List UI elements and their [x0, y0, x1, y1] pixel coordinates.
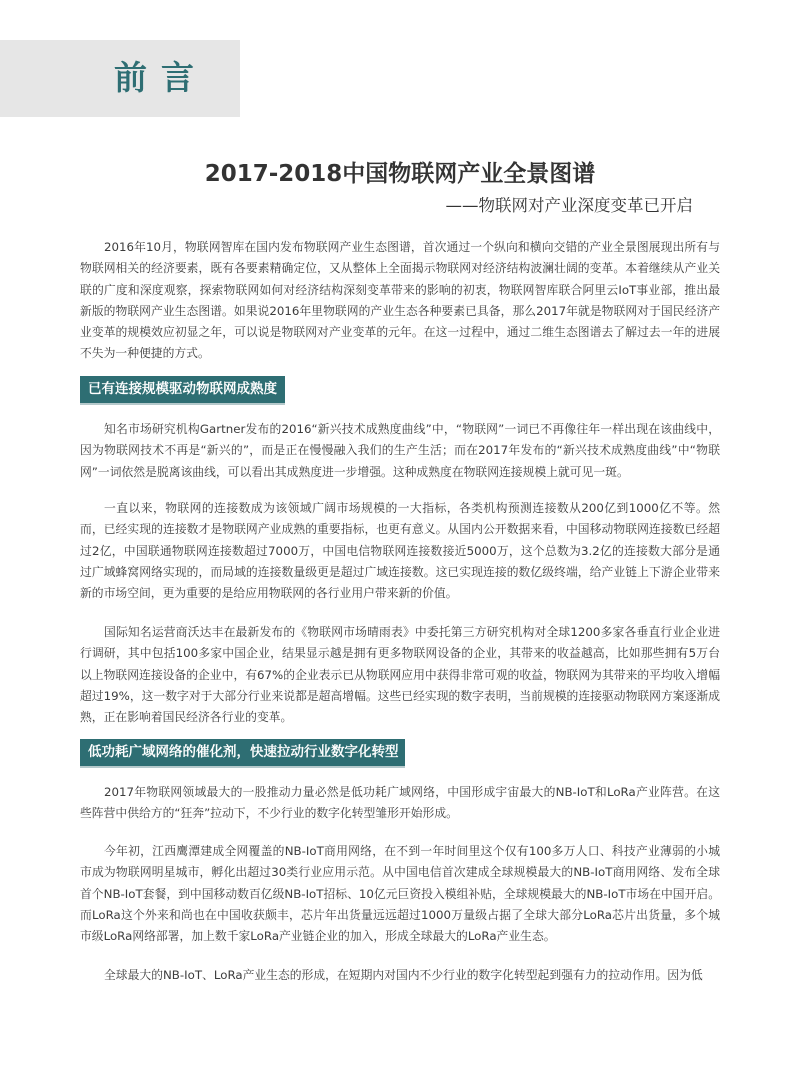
paragraph-connection-count: 一直以来，物联网的连接数成为该领域广阔市场规模的一大指标，各类机构预测连接数从200亿到1000亿不等。然而，已经实现的连接数才是物联网产业成熟的重要指标，也更有意义。从国内公开数据来看，中国移动物联网连接数已经超过2亿，中国联通物联网连接数超过7000万，中国电信物联网连接数接近5000万，这个总数为3.2亿的连接数大部分是通过广域蜂窝网络实现的，而局域的连接数量级更是超过广域连接数。这已实现连接的数亿级终端，给产业链上下游企业带来新的市场空间，更为重要的是给应用物联网的各行业用户带来新的价值。	[80, 501, 720, 601]
paragraph-gartner: 知名市场研究机构Gartner发布的2016“新兴技术成熟度曲线”中，“物联网”一词已不再像往年一样出现在该曲线中，因为物联网技术不再是“新兴的”，而是正在慢慢融入我们的生产生活；而在2017年发布的“新兴技术成熟度曲线”中“物联网”一词依然是脱离该曲线，可以看出其成熟度进一步增强。这种成熟度在物联网连接规模上就可见一斑。	[80, 422, 720, 479]
paragraph-yingtan: 今年初，江西鹰潭建成全网覆盖的NB-IoT商用网络，在不到一年时间里这个仅有100多万人口、科技产业薄弱的小城市成为物联网明星城市，孵化出超过30类行业应用示范。从中国电信首次建成全球规模最大的NB-IoT商用网络、发布全球首个NB-IoT套餐，到中国移动数百亿级NB-IoT招标、10亿元巨资投入模组补贴，全球规模最大的NB-IoT市场在中国开启。而LoRa这个外来和尚也在中国收获颇丰，芯片年出货量远远超过1000万量级占据了全球大部分LoRa芯片出货量，多个城市级LoRa网络部署，加上数千家LoRa产业链企业的加入，形成全球最大的LoRa产业生态。	[80, 844, 720, 944]
paragraph-vodafone: 国际知名运营商沃达丰在最新发布的《物联网市场晴雨表》中委托第三方研究机构对全球1200多家各垂直行业企业进行调研，其中包括100多家中国企业，结果显示越是拥有更多物联网设备的企业，其带来的收益越高，比如那些拥有5万台以上物联网连接设备的企业中，有67%的企业表示已从物联网应用中获得非常可观的收益，物联网为其带来的平均收入增幅超过19%，这一数字对于大部分行业来说都是超高增幅。这些已经实现的数字表明，当前规模的连接驱动物联网方案逐渐成熟，正在影响着国民经济各行业的变革。	[80, 625, 720, 725]
paragraph-ecosystem: 全球最大的NB-IoT、LoRa产业生态的形成，在短期内对国内不少行业的数字化转型起到强有力的拉动作用。因为低	[104, 968, 703, 982]
intro-paragraph: 2016年10月，物联网智库在国内发布物联网产业生态图谱，首次通过一个纵向和横向交错的产业全景图展现出所有与物联网相关的经济要素，既有各要素精确定位，又从整体上全面揭示物联网对经济结构波澜壮阔的变革。本着继续从产业关联的广度和深度观察，探索物联网如何对经济结构深刻变革带来的影响的初衷，物联网智库联合阿里云IoT事业部，推出最新版的物联网产业生态图谱。如果说2016年里物联网的产业生态各种要素已具备，那么2017年就是物联网对于国民经济产业变革的规模效应初显之年，可以说是物联网对产业变革的元年。在这一过程中，通过二维生态图谱去了解过去一年的进展不失为一种便捷的方式。	[80, 240, 720, 361]
report-subtitle: ——物联网对产业深度变革已开启	[445, 196, 693, 215]
report-title: 2017-2018中国物联网产业全景图谱	[204, 161, 596, 187]
page-heading: 前言	[114, 58, 208, 97]
section-heading-lpwan: 低功耗广域网络的催化剂，快速拉动行业数字化转型	[80, 739, 405, 768]
paragraph-lpwan-driver: 2017年物联网领域最大的一股推动力量必然是低功耗广域网络，中国形成宇宙最大的NB-IoT和LoRa产业阵营。在这些阵营中供给方的“狂奔”拉动下，不少行业的数字化转型雏形开始形成。	[80, 785, 720, 821]
section-heading-connection-scale: 已有连接规模驱动物联网成熟度	[80, 376, 285, 405]
